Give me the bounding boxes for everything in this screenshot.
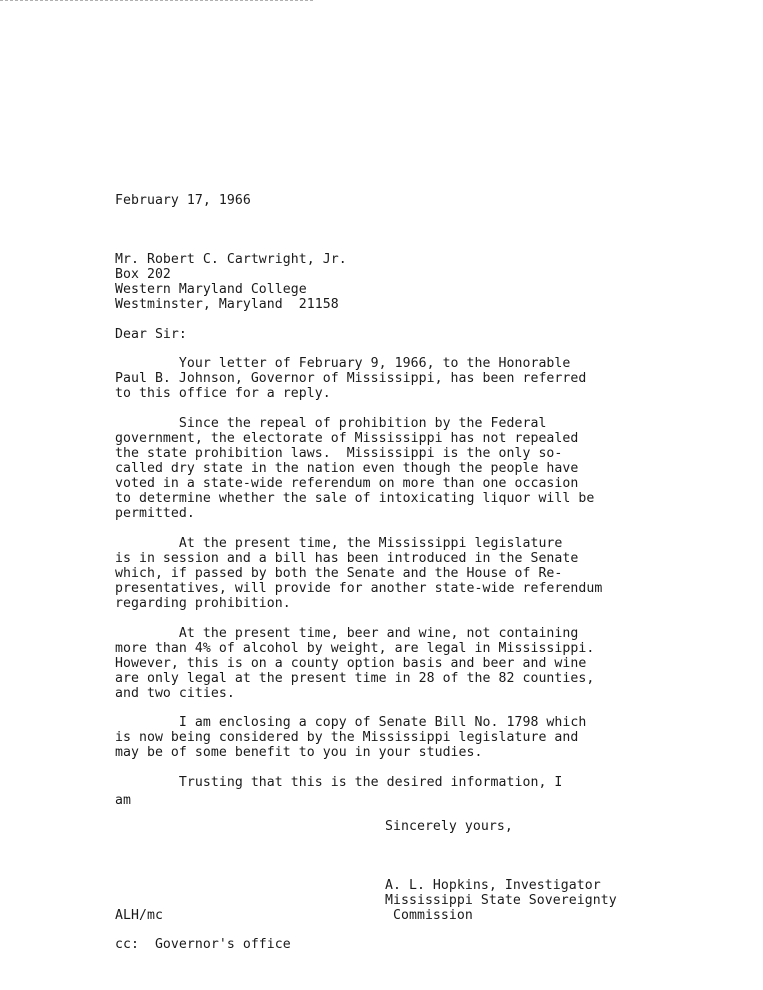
body-line: is in session and a bill has been introduced in the Senate — [115, 551, 579, 566]
body-line: Paul B. Johnson, Governor of Mississippi, has been referred — [115, 371, 587, 386]
body-line: Your letter of February 9, 1966, to the Honorable — [115, 356, 571, 371]
address-line: Western Maryland College — [115, 282, 307, 297]
body-line: to this office for a reply. — [115, 386, 331, 401]
letter-date: February 17, 1966 — [115, 193, 251, 208]
body-line: to determine whether the sale of intoxicating liquor will be — [115, 491, 595, 506]
signature-line: A. L. Hopkins, Investigator — [385, 878, 601, 893]
perforation-edge — [0, 0, 313, 3]
address-line: Mr. Robert C. Cartwright, Jr. — [115, 252, 347, 267]
body-line: permitted. — [115, 506, 195, 521]
body-line: voted in a state-wide referendum on more than one occasion — [115, 476, 579, 491]
body-line: more than 4% of alcohol by weight, are legal in Mississippi. — [115, 641, 595, 656]
body-line: At the present time, the Mississippi legislature — [115, 536, 563, 551]
body-line: presentatives, will provide for another state-wide referendum — [115, 581, 603, 596]
signature-line: Commission — [385, 908, 473, 923]
body-line: Trusting that this is the desired information, I — [115, 775, 563, 790]
body-line: At the present time, beer and wine, not containing — [115, 626, 579, 641]
body-line: am — [115, 793, 131, 808]
body-line: which, if passed by both the Senate and the House of Re- — [115, 566, 563, 581]
signature-line: Mississippi State Sovereignty — [385, 893, 617, 908]
complimentary-close: Sincerely yours, — [385, 819, 513, 834]
reference-initials: ALH/mc — [115, 908, 163, 923]
body-line: called dry state in the nation even though the people have — [115, 461, 579, 476]
body-line: are only legal at the present time in 28 of the 82 counties, — [115, 671, 595, 686]
body-line: is now being considered by the Mississippi legislature and — [115, 730, 579, 745]
body-line: the state prohibition laws. Mississippi is the only so- — [115, 446, 563, 461]
carbon-copy-line: cc: Governor's office — [115, 937, 291, 952]
body-line: government, the electorate of Mississippi has not repealed — [115, 431, 579, 446]
body-line: regarding prohibition. — [115, 596, 291, 611]
body-line: I am enclosing a copy of Senate Bill No. 1798 which — [115, 715, 587, 730]
address-line: Box 202 — [115, 267, 171, 282]
salutation: Dear Sir: — [115, 327, 187, 342]
body-line: may be of some benefit to you in your studies. — [115, 745, 483, 760]
body-line: and two cities. — [115, 686, 235, 701]
address-line: Westminster, Maryland 21158 — [115, 297, 339, 312]
body-line: However, this is on a county option basis and beer and wine — [115, 656, 587, 671]
body-line: Since the repeal of prohibition by the Federal — [115, 416, 547, 431]
